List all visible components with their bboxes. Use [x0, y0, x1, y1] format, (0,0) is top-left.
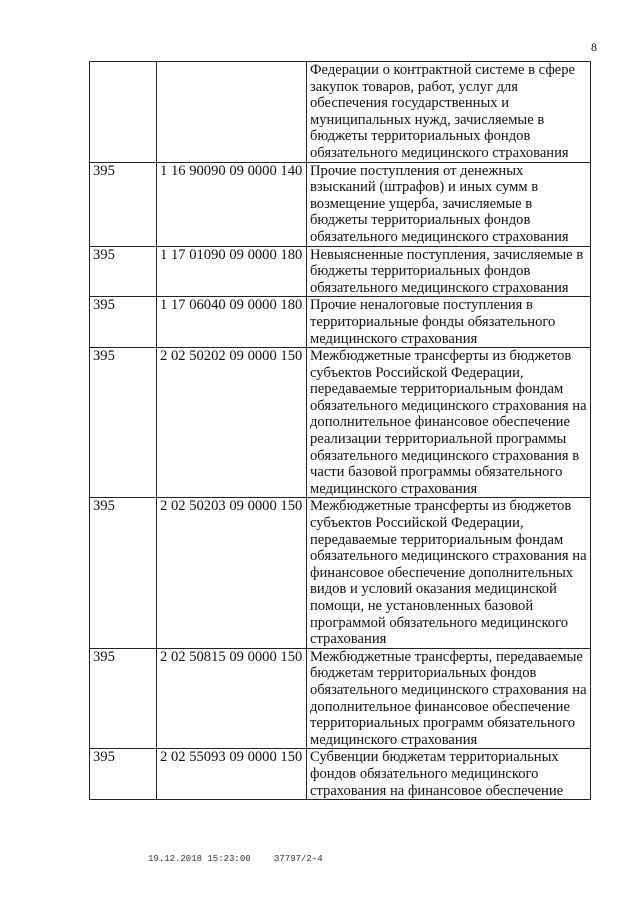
budget-code-cell: 2 02 50203 09 0000 150	[157, 498, 307, 648]
admin-code-cell: 395	[90, 246, 157, 297]
description-cell: Прочие поступления от денежных взысканий (штрафов) и иных сумм в возмещение ущерба, зачисляемые в бюджеты территориальных фондов обязательного медицинского страхования	[307, 162, 591, 246]
budget-code-cell: 2 02 50815 09 0000 150	[157, 648, 307, 749]
revenue-codes-table	[89, 61, 591, 800]
table-row	[90, 648, 591, 749]
table-row	[90, 749, 591, 800]
table-row	[90, 498, 591, 648]
admin-code-cell: 395	[90, 648, 157, 749]
table-row	[90, 297, 591, 348]
budget-code-cell	[157, 62, 307, 163]
footer-datetime: 19.12.2018 15:23:00	[148, 854, 251, 864]
footer-doc-id: 37797/2-4	[274, 854, 323, 864]
budget-code-cell: 1 16 90090 09 0000 140	[157, 162, 307, 246]
table-row	[90, 348, 591, 498]
description-cell: Субвенции бюджетам территориальных фондов обязательного медицинского страхования на финансовое обеспечение	[307, 749, 591, 800]
budget-code-cell: 1 17 06040 09 0000 180	[157, 297, 307, 348]
budget-code-cell: 1 17 01090 09 0000 180	[157, 246, 307, 297]
description-cell: Федерации о контрактной системе в сфере закупок товаров, работ, услуг для обеспечения государственных и муниципальных нужд, зачисляемые в бюджеты территориальных фондов обязательного медицинского страхования	[307, 62, 591, 163]
description-cell: Межбюджетные трансферты, передаваемые бюджетам территориальных фондов обязательного медицинского страхования на дополнительное финансовое обеспечение территориальных программ обязательного медицинского страхования	[307, 648, 591, 749]
document-footer	[148, 854, 341, 864]
admin-code-cell: 395	[90, 498, 157, 648]
admin-code-cell: 395	[90, 162, 157, 246]
admin-code-cell	[90, 62, 157, 163]
admin-code-cell: 395	[90, 749, 157, 800]
budget-code-cell: 2 02 50202 09 0000 150	[157, 348, 307, 498]
description-cell: Прочие неналоговые поступления в территориальные фонды обязательного медицинского страхования	[307, 297, 591, 348]
table-row	[90, 62, 591, 163]
table-row	[90, 246, 591, 297]
budget-code-cell: 2 02 55093 09 0000 150	[157, 749, 307, 800]
description-cell: Межбюджетные трансферты из бюджетов субъектов Российской Федерации, передаваемые территориальным фондам обязательного медицинского страхования на финансовое обеспечение дополнительных видов и условий оказания медицинской помощи, не установленных базовой программой обязательного медицинского страхования	[307, 498, 591, 648]
admin-code-cell: 395	[90, 297, 157, 348]
table-row	[90, 162, 591, 246]
description-cell: Межбюджетные трансферты из бюджетов субъектов Российской Федерации, передаваемые территориальным фондам обязательного медицинского страхования на дополнительное финансовое обеспечение реализации территориальной программы обязательного медицинского страхования в части базовой программы обязательного медицинского страхования	[307, 348, 591, 498]
description-cell: Невыясненные поступления, зачисляемые в бюджеты территориальных фондов обязательного медицинского страхования	[307, 246, 591, 297]
admin-code-cell: 395	[90, 348, 157, 498]
page-number: 8	[591, 40, 597, 54]
